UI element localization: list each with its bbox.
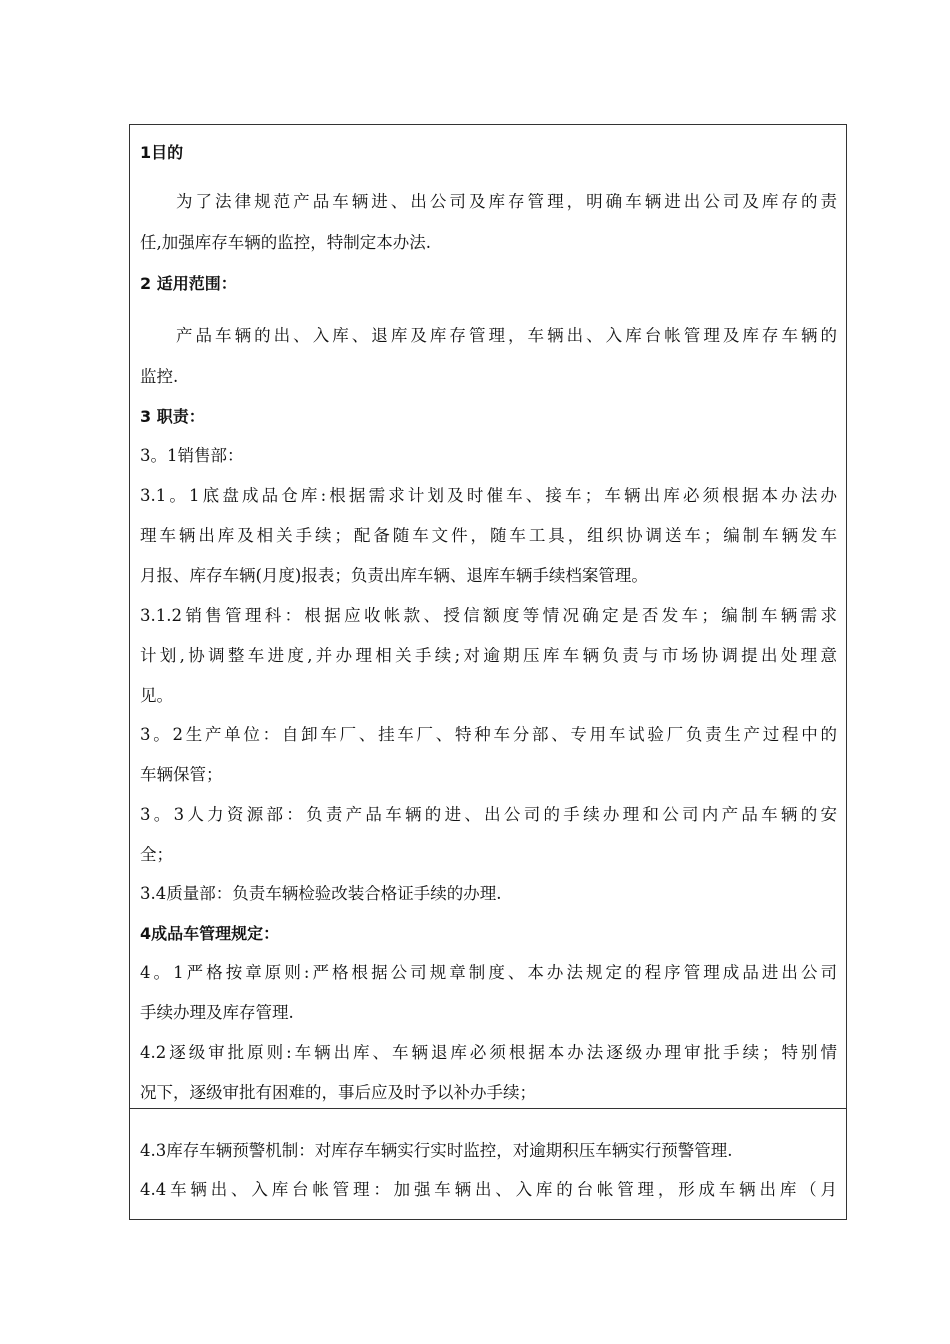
section-1-paragraph-line-2: 任,加强库存车辆的监控，特制定本办法. [140, 233, 431, 252]
section-4-1-line-2: 手续办理及库存管理. [140, 1003, 294, 1022]
section-3-2-line-2: 车辆保管； [140, 765, 223, 784]
section-3-3-line-2: 全； [140, 845, 173, 864]
section-4-3-line: 4.3库存车辆预警机制：对库存车辆实行实时监控，对逾期积压车辆实行预警管理. [140, 1141, 733, 1160]
section-3-heading: 3 职责： [140, 407, 205, 426]
section-3-4-line: 3.4质量部：负责车辆检验改装合格证手续的办理. [140, 884, 502, 903]
section-1-heading: 1目的 [140, 143, 184, 162]
section-2-paragraph-line-2: 监控. [140, 367, 179, 386]
section-3-3-line-1: 3。3人力资源部：负责产品车辆的进、出公司的手续办理和公司内产品车辆的安 [140, 805, 837, 824]
document-table-cell-upper [129, 124, 847, 1109]
section-3-1-2-line-2: 计划,协调整车进度,并办理相关手续;对逾期压库车辆负责与市场协调提出处理意 [140, 646, 837, 665]
section-3-1-1-line-3: 月报、库存车辆(月度)报表；负责出库车辆、退库车辆手续档案管理。 [140, 566, 648, 585]
section-4-1-line-1: 4。1严格按章原则:严格根据公司规章制度、本办法规定的程序管理成品进出公司 [140, 963, 837, 982]
section-4-4-line-1: 4.4车辆出、入库台帐管理：加强车辆出、入库的台帐管理，形成车辆出库（月 [140, 1180, 837, 1199]
section-4-2-line-2: 况下，逐级审批有困难的，事后应及时予以补办手续； [140, 1083, 536, 1102]
section-4-2-line-1: 4.2逐级审批原则:车辆出库、车辆退库必须根据本办法逐级办理审批手续；特别情 [140, 1043, 837, 1062]
section-2-paragraph-line-1: 产品车辆的出、入库、退库及库存管理，车辆出、入库台帐管理及库存车辆的 [176, 326, 837, 345]
document-table-cell-lower [129, 1108, 847, 1220]
section-3-1-1-line-2: 理车辆出库及相关手续；配备随车文件，随车工具，组织协调送车；编制车辆发车 [140, 526, 837, 545]
section-4-heading: 4成品车管理规定： [140, 924, 280, 943]
section-3-1-2-line-1: 3.1.2销售管理科：根据应收帐款、授信额度等情况确定是否发车；编制车辆需求 [140, 606, 837, 625]
section-3-1-2-line-3: 见。 [140, 686, 173, 705]
section-3-1-1-line-1: 3.1。1底盘成品仓库:根据需求计划及时催车、接车；车辆出库必须根据本办法办 [140, 486, 837, 505]
section-1-paragraph-line-1: 为了法律规范产品车辆进、出公司及库存管理，明确车辆进出公司及库存的责 [176, 192, 837, 211]
section-2-heading: 2 适用范围： [140, 274, 237, 293]
section-3-2-line-1: 3。2生产单位：自卸车厂、挂车厂、特种车分部、专用车试验厂负责生产过程中的 [140, 725, 837, 744]
section-3-1-heading: 3。1销售部： [140, 446, 244, 465]
